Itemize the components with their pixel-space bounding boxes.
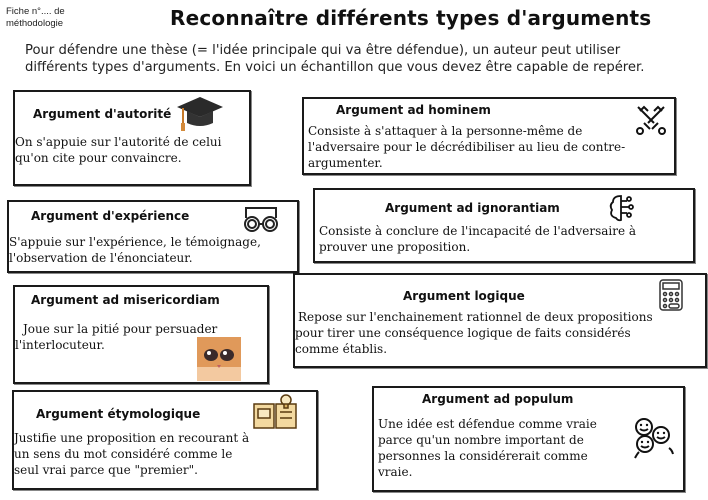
fiche-line-2: méthodologie <box>6 18 64 29</box>
card-text: Repose sur l'enchainement rationnel de deux propositions pour tirer une conséquence logique de faits considérés comme établis. <box>295 310 653 356</box>
card-text: Consiste à s'attaquer à la personne-même de l'adversaire pour le décrédibiliser au lieu de contre- argumenter. <box>308 124 626 170</box>
card-text: S'appuie sur l'expérience, le témoignage, l'observation de l'énonciateur. <box>9 235 261 265</box>
calculator-icon <box>659 279 683 311</box>
card-text: Joue sur la pitié pour persuader l'interlocuteur. <box>15 322 218 352</box>
sad-cat-image <box>197 337 241 381</box>
card-title: Argument logique <box>403 289 525 303</box>
card-title: Argument ad populum <box>422 392 574 406</box>
glasses-icon <box>241 204 281 234</box>
intro-paragraph <box>25 42 695 76</box>
card-argument-ad-populum <box>372 386 685 492</box>
card-title: Argument d'autorité <box>33 107 172 121</box>
card-title: Argument d'expérience <box>31 209 190 223</box>
page-title: Reconnaître différents types d'arguments <box>170 6 652 30</box>
fiche-line-1: Fiche n°.... de <box>6 6 65 17</box>
card-argument-etymologique <box>12 390 318 490</box>
card-argument-autorite <box>13 90 251 186</box>
intro-line-2: différents types d'arguments. En voici un échantillon que vous devez être capable de repérer. <box>25 60 645 75</box>
intro-line-1: Pour défendre une thèse (= l'idée principale qui va être défendue), un auteur peut utiliser <box>25 43 621 58</box>
card-text: On s'appuie sur l'autorité de celui qu'on cite pour convaincre. <box>15 135 222 165</box>
card-argument-ad-hominem <box>302 97 676 175</box>
card-title: Argument ad misericordiam <box>31 293 220 307</box>
card-text: Justifie une proposition en recourant à un sens du mot considéré comme le seul vrai parce que "premier". <box>14 431 250 477</box>
card-argument-logique <box>293 273 707 368</box>
card-argument-ad-misericordiam <box>13 285 269 384</box>
card-text: Une idée est défendue comme vraie parce qu'un nombre important de personnes la considérerait comme vraie. <box>378 417 597 479</box>
graduation-cap-icon <box>175 95 225 133</box>
card-title: Argument ad hominem <box>336 103 491 117</box>
card-argument-experience <box>7 200 299 273</box>
card-title: Argument étymologique <box>36 407 201 421</box>
open-book-lightbulb-icon <box>252 394 298 430</box>
card-title: Argument ad ignorantiam <box>385 201 560 215</box>
fiche-label <box>6 6 65 30</box>
card-text: Consiste à conclure de l'incapacité de l'adversaire à prouver une proposition. <box>319 224 637 254</box>
group-people-icon <box>629 416 675 460</box>
card-argument-ad-ignorantiam <box>313 188 695 263</box>
brain-circuit-icon <box>607 193 637 223</box>
crossed-swords-icon <box>634 103 668 137</box>
